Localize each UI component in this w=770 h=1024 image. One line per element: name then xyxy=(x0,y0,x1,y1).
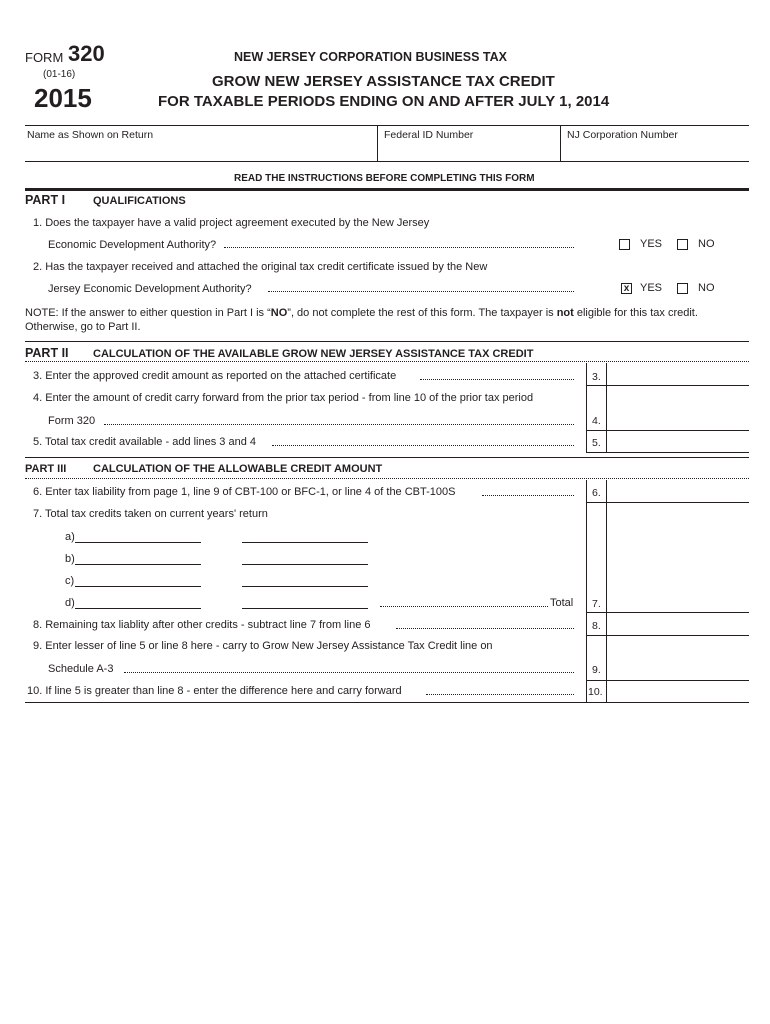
q2-yes-checkbox[interactable]: x xyxy=(621,283,632,294)
part3-bottom-rule xyxy=(25,702,749,703)
line6-amount[interactable] xyxy=(609,484,747,500)
sub-c-name-line[interactable] xyxy=(75,586,201,587)
sub-d-name-line[interactable] xyxy=(75,608,201,609)
sub-a-label: a) xyxy=(65,531,75,543)
form-title-line1: GROW NEW JERSEY ASSISTANCE TAX CREDIT xyxy=(212,73,555,90)
sub-b-amount-line[interactable] xyxy=(242,564,368,565)
part2-top-rule xyxy=(25,341,749,342)
part2-title: CALCULATION OF THE AVAILABLE GROW NEW JERSEY ASSISTANCE TAX CREDIT xyxy=(93,348,534,360)
sub-b-label: b) xyxy=(65,553,75,565)
note-not-emphasis: not xyxy=(556,307,574,319)
part3-title: CALCULATION OF THE ALLOWABLE CREDIT AMOUNT xyxy=(93,463,383,475)
part2-label: PART II xyxy=(25,346,69,360)
total-label: Total xyxy=(550,597,574,609)
part1-label: PART I xyxy=(25,193,66,207)
line9-text-a: 9. Enter lesser of line 5 or line 8 here - carry to Grow New Jersey Assistance Tax Credit line on xyxy=(33,640,493,652)
q1-text-line2: Economic Development Authority? xyxy=(48,239,217,251)
note-text-c: eligible for this tax credit. xyxy=(573,307,698,319)
p2-row5-rule xyxy=(586,452,749,453)
line5-dots xyxy=(272,445,574,446)
form-title-line2: FOR TAXABLE PERIODS ENDING ON AND AFTER JULY 1, 2014 xyxy=(158,93,610,110)
line7-text: 7. Total tax credits taken on current years' return xyxy=(33,508,268,520)
fein-field[interactable] xyxy=(382,143,556,159)
line9-number: 9. xyxy=(592,664,601,676)
line10-amount[interactable] xyxy=(609,683,747,699)
p3-row8-rule xyxy=(586,635,749,636)
line3-amount[interactable] xyxy=(609,368,747,384)
part3-num-col-left xyxy=(586,480,587,702)
line5-text: 5. Total tax credit available - add lines 3 and 4 xyxy=(33,436,256,448)
q2-text-line1: 2. Has the taxpayer received and attached the original tax credit certificate issued by the New xyxy=(33,261,488,273)
ident-top-rule xyxy=(25,125,749,126)
p3-row9-rule xyxy=(586,680,749,681)
note-line2: Otherwise, go to Part II. xyxy=(25,321,141,333)
p2-row3-rule xyxy=(586,385,749,386)
line5-number: 5. xyxy=(592,437,601,449)
form-year: 2015 xyxy=(34,83,92,113)
line6-number: 6. xyxy=(592,487,601,499)
q1-yes-checkbox[interactable] xyxy=(619,239,630,250)
sub-c-amount-line[interactable] xyxy=(242,586,368,587)
form-revision: (01-16) xyxy=(43,69,76,80)
sub-d-label: d) xyxy=(65,597,75,609)
sub-a-amount-line[interactable] xyxy=(242,542,368,543)
part3-title-rule xyxy=(25,478,749,479)
part2-num-col-left xyxy=(586,363,587,452)
ident-bottom-rule xyxy=(25,161,749,162)
part1-top-rule xyxy=(25,188,749,191)
line7-number: 7. xyxy=(592,598,601,610)
ident-divider-1 xyxy=(377,125,378,161)
fein-label: Federal ID Number xyxy=(384,129,474,141)
line8-text: 8. Remaining tax liablity after other credits - subtract line 7 from line 6 xyxy=(33,619,371,631)
sub-a-name-line[interactable] xyxy=(75,542,201,543)
q1-text-line1: 1. Does the taxpayer have a valid project agreement executed by the New Jersey xyxy=(33,217,430,229)
sub-d-amount-line[interactable] xyxy=(242,608,368,609)
q2-no-checkbox[interactable] xyxy=(677,283,688,294)
note-no-emphasis: NO xyxy=(270,307,288,319)
p3-row6-rule xyxy=(586,502,749,503)
q1-leader-dots xyxy=(224,247,574,248)
line3-text: 3. Enter the approved credit amount as reported on the attached certificate xyxy=(33,370,397,382)
line5-amount[interactable] xyxy=(609,434,747,450)
line4-number: 4. xyxy=(592,415,601,427)
line8-number: 8. xyxy=(592,620,601,632)
note-text-b: ”, do not complete the rest of this form. The taxpayer is xyxy=(287,307,557,319)
line6-text: 6. Enter tax liability from page 1, line 9 of CBT-100 or BFC-1, or line 4 of the CBT-100S xyxy=(33,486,456,498)
line10-dots xyxy=(426,694,574,695)
line8-amount[interactable] xyxy=(609,617,747,633)
q2-leader-dots xyxy=(268,291,574,292)
line9-amount[interactable] xyxy=(609,661,747,677)
part2-title-rule xyxy=(25,361,749,362)
line6-dots xyxy=(482,495,574,496)
instructions-note: READ THE INSTRUCTIONS BEFORE COMPLETING THIS FORM xyxy=(234,173,535,184)
nj-corp-field[interactable] xyxy=(565,143,745,159)
part3-label: PART III xyxy=(25,463,67,475)
q2-yes-label: YES xyxy=(640,282,663,294)
line10-number: 10. xyxy=(588,686,603,698)
p2-row4-rule xyxy=(586,430,749,431)
sub-c-label: c) xyxy=(65,575,75,587)
line9-text-b: Schedule A-3 xyxy=(48,663,114,675)
agency-title: NEW JERSEY CORPORATION BUSINESS TAX xyxy=(234,50,507,64)
name-field[interactable] xyxy=(27,143,372,159)
line8-dots xyxy=(396,628,574,629)
note-line1 xyxy=(25,307,698,319)
name-label: Name as Shown on Return xyxy=(27,129,154,141)
note-text-a: NOTE: If the answer to either question in Part I is “ xyxy=(25,307,271,319)
q2-no-label: NO xyxy=(698,282,715,294)
line9-dots xyxy=(124,672,574,673)
line3-number: 3. xyxy=(592,371,601,383)
total-dots xyxy=(380,606,548,607)
q1-yes-label: YES xyxy=(640,238,663,250)
ident-divider-2 xyxy=(560,125,561,161)
p3-row7-rule xyxy=(586,612,749,613)
part1-title: QUALIFICATIONS xyxy=(93,195,186,207)
nj-corp-label: NJ Corporation Number xyxy=(567,129,678,141)
part3-top-rule xyxy=(25,457,749,458)
line4-text-a: 4. Enter the amount of credit carry forward from the prior tax period - from line 10 of the prior tax period xyxy=(33,392,534,404)
part2-num-col-right xyxy=(606,363,607,452)
line3-dots xyxy=(420,379,574,380)
line4-text-b: Form 320 xyxy=(48,415,96,427)
part3-num-col-right xyxy=(606,480,607,702)
form-label: FORM xyxy=(25,50,64,65)
q2-text-line2: Jersey Economic Development Authority? xyxy=(48,283,252,295)
line10-text: 10. If line 5 is greater than line 8 - enter the difference here and carry forward xyxy=(27,685,402,697)
q1-no-label: NO xyxy=(698,238,715,250)
line4-dots xyxy=(104,424,574,425)
line4-amount[interactable] xyxy=(609,412,747,428)
q1-no-checkbox[interactable] xyxy=(677,239,688,250)
sub-b-name-line[interactable] xyxy=(75,564,201,565)
form-number: 320 xyxy=(68,41,105,66)
line7-amount[interactable] xyxy=(609,595,747,611)
